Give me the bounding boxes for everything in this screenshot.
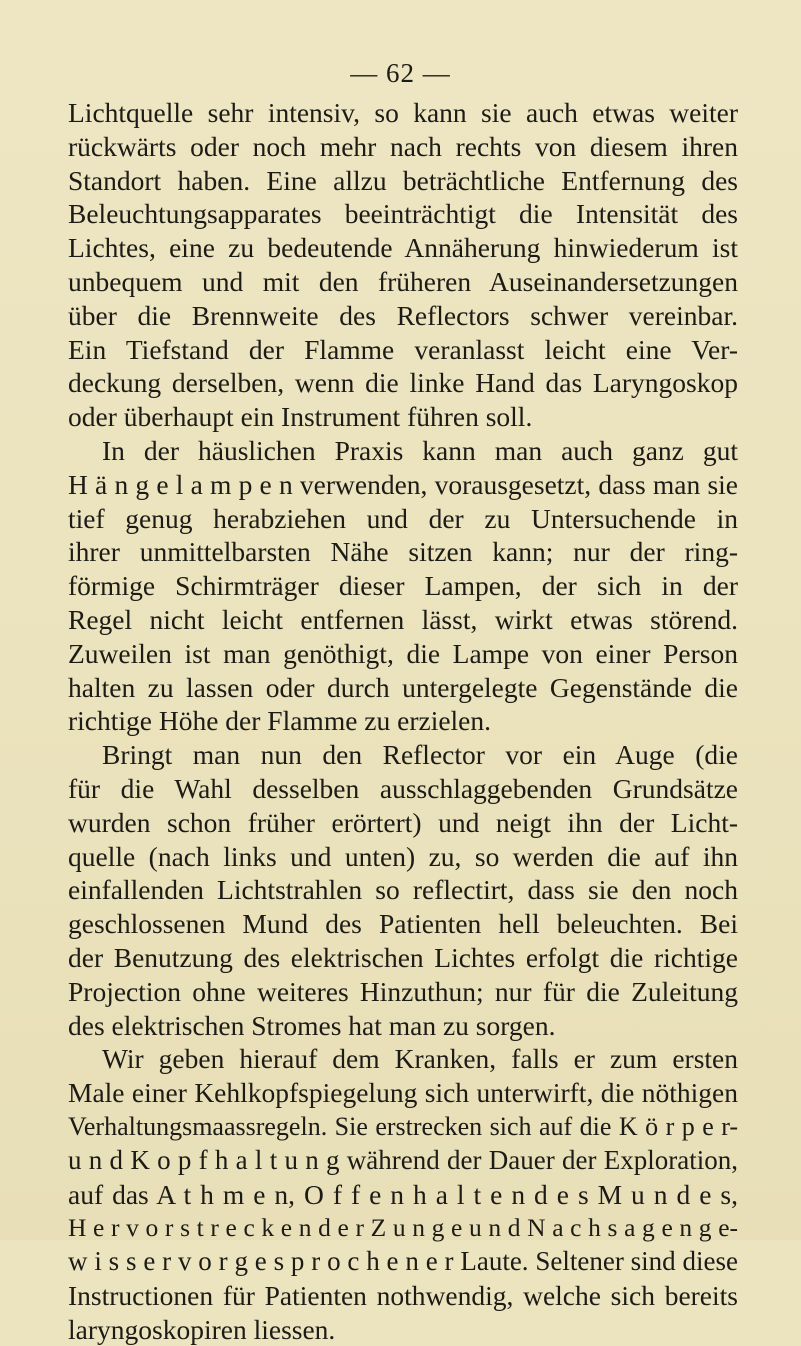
text-line: über die Brennweite des Reflectors schwer vereinbar. xyxy=(68,299,738,331)
text-line: quelle (nach links und unten) zu, so werden die auf ihn xyxy=(68,840,738,872)
page-number: — 62 — xyxy=(350,58,451,88)
text-line: förmige Schirmträger dieser Lampen, der sich in der xyxy=(68,570,738,602)
text-line: wurden schon früher erörtert) und neigt ihn der Licht- xyxy=(68,806,738,838)
text-line: u n d K o p f h a l t u n g während der Dauer der Exploration, xyxy=(68,1144,738,1175)
text-line: H ä n g e l a m p e n verwenden, vorausgesetzt, dass man sie xyxy=(68,468,738,500)
text-line: einfallenden Lichtstrahlen so reflectirt, dass sie den noch xyxy=(68,874,738,906)
text-line: richtige Höhe der Flamme zu erzielen. xyxy=(68,705,492,737)
text-line: H e r v o r s t r e c k e n d e r Z u n g e u n d N a c h s a g e n g e- xyxy=(68,1213,738,1243)
text-line: w i s s e r v o r g e s p r o c h e n e r Laute. Seltener sind diese xyxy=(68,1246,738,1277)
text-line: Standort haben. Eine allzu beträchtliche Entfernung des xyxy=(68,164,738,196)
body-text xyxy=(68,96,738,1346)
text-line: unbequem und mit den früheren Auseinandersetzungen xyxy=(68,265,738,297)
text-line: Ein Tiefstand der Flamme veranlasst leicht eine Ver- xyxy=(68,333,738,365)
text-line: rückwärts oder noch mehr nach rechts von diesem ihren xyxy=(68,130,738,162)
text-line: Wir geben hierauf dem Kranken, falls er zum ersten xyxy=(102,1043,738,1075)
text-line: deckung derselben, wenn die linke Hand das Laryngoskop xyxy=(68,367,738,399)
text-line: Bringt man nun den Reflector vor ein Auge (die xyxy=(102,739,738,771)
text-line: der Benutzung des elektrischen Lichtes erfolgt die richtige xyxy=(68,941,738,973)
text-line: laryngoskopiren liessen. xyxy=(68,1313,336,1345)
text-line: ihrer unmittelbarsten Nähe sitzen kann; nur der ring- xyxy=(68,536,738,568)
text-line: Projection ohne weiteres Hinzuthun; nur für die Zuleitung xyxy=(68,975,738,1007)
text-line: tief genug herabziehen und der zu Untersuchende in xyxy=(68,502,738,534)
text-line: Instructionen für Patienten nothwendig, welche sich bereits xyxy=(68,1279,738,1311)
text-line: geschlossenen Mund des Patienten hell beleuchten. Bei xyxy=(68,908,738,940)
text-line: oder überhaupt ein Instrument führen soll. xyxy=(68,401,533,433)
text-line: Beleuchtungsapparates beeinträchtigt die Intensität des xyxy=(68,198,738,230)
text-line: des elektrischen Stromes hat man zu sorgen. xyxy=(68,1009,556,1041)
text-line: Lichtquelle sehr intensiv, so kann sie auch etwas weiter xyxy=(68,97,738,128)
text-line: Regel nicht leicht entfernen lässt, wirkt etwas störend. xyxy=(68,603,738,635)
text-line: In der häuslichen Praxis kann man auch ganz gut xyxy=(102,434,738,466)
text-line: halten zu lassen oder durch untergelegte Gegenstände die xyxy=(68,671,738,703)
text-line: Lichtes, eine zu bedeutende Annäherung hinwiederum ist xyxy=(68,232,738,264)
text-line: Zuweilen ist man genöthigt, die Lampe von einer Person xyxy=(68,637,738,669)
text-line: Male einer Kehlkopfspiegelung sich unterwirft, die nöthigen xyxy=(68,1077,738,1109)
text-line: auf das A t h m e n, O f f e n h a l t e n d e s M u n d e s, xyxy=(68,1178,738,1210)
text-line: für die Wahl desselben ausschlaggebenden Grundsätze xyxy=(68,772,738,804)
text-line: Verhaltungsmaassregeln. Sie erstrecken sich auf die K ö r p e r- xyxy=(68,1111,738,1141)
